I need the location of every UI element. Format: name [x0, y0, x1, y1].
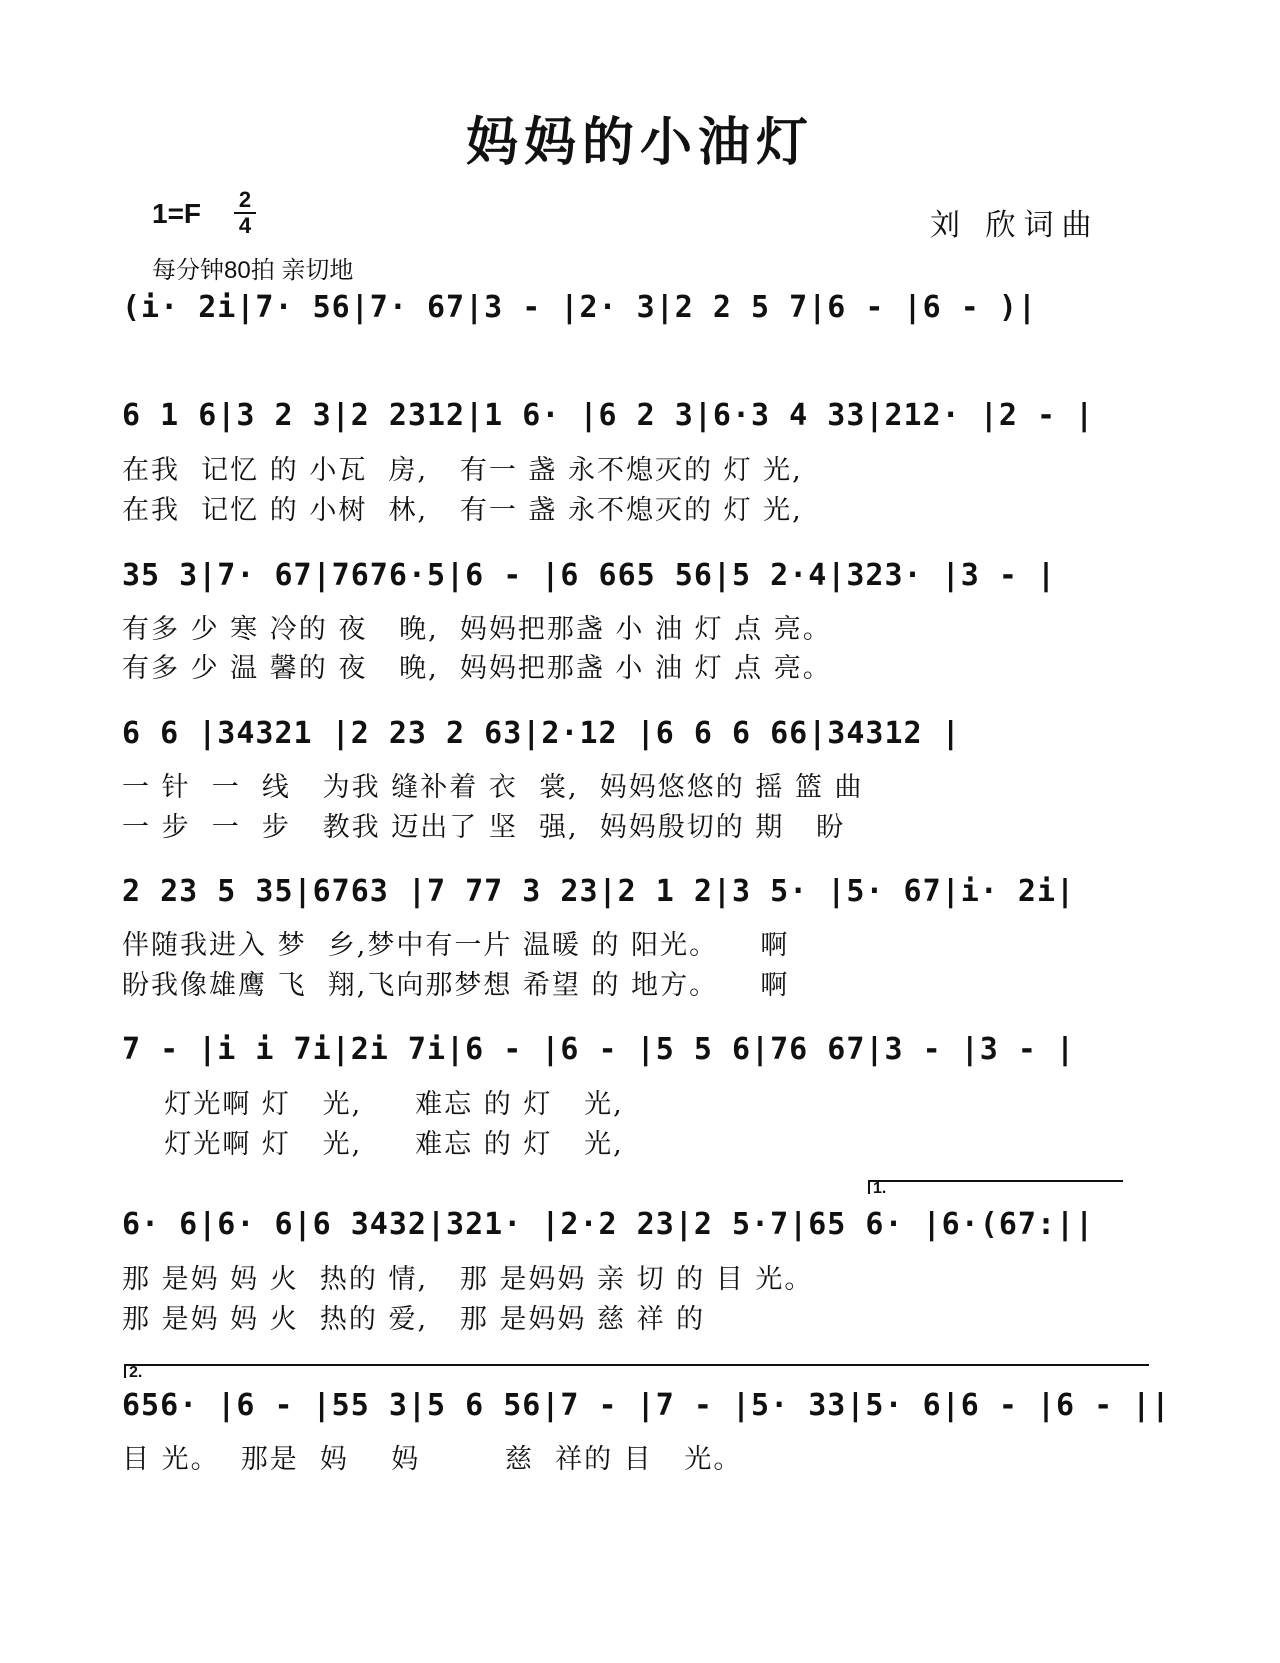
second-ending-bracket: 2. [124, 1364, 1149, 1378]
lyric-line-verse-1: 有多 少 寒 冷的 夜 晚, 妈妈把那盏 小 油 灯 点 亮。 [122, 614, 832, 645]
author-credit: 刘 欣词曲 [930, 208, 1100, 243]
lyric-line-verse-1: 伴随我进入 梦 乡,梦中有一片 温暖 的 阳光。 啊 [122, 930, 790, 961]
notation-line: (i· 2i|7· 56|7· 67|3 - |2· 3|2 2 5 7|6 - |6 - )| [122, 290, 1037, 325]
notation-line: 6 6 |34321 |2 23 2 63|2·12 |6 6 6 66|34312 | [122, 716, 961, 751]
lyric-line-verse-2: 那 是妈 妈 火 热的 爱, 那 是妈妈 慈 祥 的 [122, 1304, 706, 1335]
lyric-line-verse-2: 一 步 一 步 教我 迈出了 坚 强, 妈妈殷切的 期 盼 [122, 812, 846, 843]
key-signature: 1=F [152, 198, 202, 229]
notation-line: 7 - |i i 7i|2i 7i|6 - |6 - |5 5 6|76 67|3 - |3 - | [122, 1032, 1076, 1067]
lyric-line: 目 光。 那是 妈 妈 慈 祥的 目 光。 [122, 1444, 743, 1475]
lyric-line-verse-1: 在我 记忆 的 小瓦 房, 有一 盏 永不熄灭的 灯 光, [122, 455, 803, 486]
lyric-line-verse-1: 灯光啊 灯 光, 难忘 的 灯 光, [122, 1089, 624, 1120]
notation-line: 656· |6 - |55 3|5 6 56|7 - |7 - |5· 33|5· 6|6 - |6 - || [122, 1388, 1171, 1423]
lyric-line-verse-1: 一 针 一 线 为我 缝补着 衣 裳, 妈妈悠悠的 摇 篮 曲 [122, 772, 864, 803]
notation-line: 6· 6|6· 6|6 3432|321· |2·2 23|2 5·7|65 6· |6·(67:|| [122, 1207, 1095, 1242]
time-signature [234, 188, 256, 238]
lyric-line-verse-2: 在我 记忆 的 小树 林, 有一 盏 永不熄灭的 灯 光, [122, 495, 803, 526]
lyric-line-verse-1: 那 是妈 妈 火 热的 情, 那 是妈妈 亲 切 的 目 光。 [122, 1264, 814, 1295]
time-signature-top: 2 [234, 188, 256, 214]
notation-line: 35 3|7· 67|7676·5|6 - |6 665 56|5 2·4|323· |3 - | [122, 558, 1057, 593]
lyric-line-verse-2: 灯光啊 灯 光, 难忘 的 灯 光, [122, 1129, 624, 1160]
notation-line: 6 1 6|3 2 3|2 2312|1 6· |6 2 3|6·3 4 33|212· |2 - | [122, 398, 1095, 433]
time-signature-bottom: 4 [238, 213, 252, 238]
lyric-line-verse-2: 盼我像雄鹰 飞 翔,飞向那梦想 希望 的 地方。 啊 [122, 970, 790, 1001]
tempo-marking: 每分钟80拍 亲切地 [152, 257, 354, 284]
notation-line: 2 23 5 35|6763 |7 77 3 23|2 1 2|3 5· |5· 67|i· 2i| [122, 874, 1076, 909]
lyric-line-verse-2: 有多 少 温 馨的 夜 晚, 妈妈把那盏 小 油 灯 点 亮。 [122, 653, 832, 684]
song-title: 妈妈的小油灯 [465, 112, 814, 173]
first-ending-bracket: 1. [868, 1180, 1123, 1194]
